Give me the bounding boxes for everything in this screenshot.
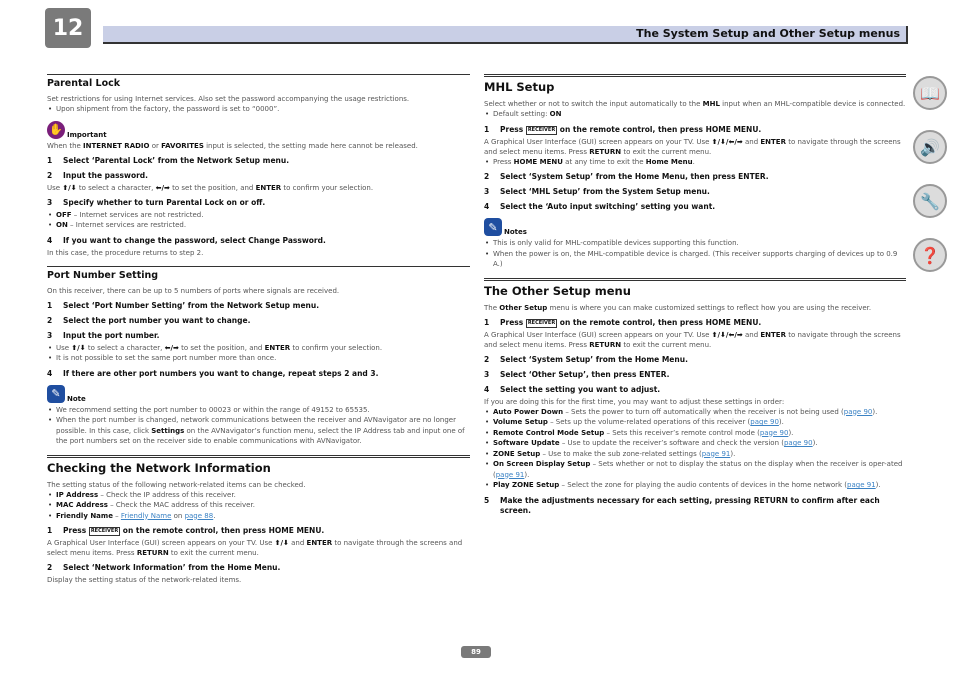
paragraph: On this receiver, there can be up to 5 numbers of ports where signals are received. (47, 286, 340, 295)
bullet-list (47, 210, 470, 231)
step: 3 Select ‘MHL Setup’ from the System Setup menu. (484, 187, 710, 196)
tools-icon[interactable]: 🔧 (913, 184, 947, 218)
step: 2 Select ‘Network Information’ from the Home Menu. (47, 563, 281, 572)
list-item: • ZONE Setup – Use to make the sub zone-related settings (page 91). (484, 449, 906, 460)
port-number-section (47, 266, 470, 447)
paragraph: If you are doing this for the first time, you may want to adjust these settings in order: (484, 397, 785, 406)
book-icon[interactable]: 📖 (913, 76, 947, 110)
list-item: • When the power is on, the MHL-compatible device is charged. (This receiver supports charging of devices up to 0.9 A.) (484, 249, 906, 270)
parental-lock-section (47, 74, 470, 258)
receiver-key: RECEIVER (527, 319, 556, 326)
page-link[interactable]: page 90 (783, 439, 813, 447)
list-item: • Play ZONE Setup – Select the zone for playing the audio contents of devices in the home network (page 91). (484, 480, 906, 491)
bullet-list (47, 343, 470, 364)
friendly-name-link[interactable]: Friendly Name (120, 511, 172, 520)
section-title: Port Number Setting (47, 269, 159, 281)
list-item: • Upon shipment from the factory, the password is set to “0000”. (47, 104, 470, 115)
paragraph: Use ⬆/⬇ to select a character, ⬅/➡ to set the position, and ENTER to confirm your selection. (47, 183, 374, 192)
mhl-setup-section (484, 74, 906, 270)
bullet-list (484, 407, 906, 491)
paragraph: The setting status of the following network-related items can be checked. (47, 480, 306, 489)
step: 1 Select ‘Parental Lock’ from the Network Setup menu. (47, 155, 290, 165)
bullet-list (484, 109, 906, 120)
page-link[interactable]: page 91 (701, 449, 731, 458)
list-item: • We recommend setting the port number to 00023 or within the range of 49152 to 65535. (47, 405, 470, 416)
notes-header (484, 218, 906, 236)
list-item: • Software Update – Use to update the receiver’s software and check the version (page 90). (484, 438, 906, 449)
paragraph: Set restrictions for using Internet services. Also set the password accompanying the usage restrictions. (47, 95, 410, 103)
step: 5 Make the adjustments necessary for each setting, pressing RETURN to confirm after each screen. (484, 495, 880, 515)
list-item: • Press HOME MENU at any time to exit the Home Menu. (484, 157, 906, 168)
network-info-section (47, 455, 470, 586)
list-item: • Volume Setup – Sets up the volume-related operations of this receiver (page 90). (484, 417, 906, 428)
list-item: • IP Address – Check the IP address of this receiver. (47, 490, 470, 501)
important-icon: ✋ (47, 121, 65, 139)
step: 2 Select the port number you want to change. (47, 315, 251, 325)
list-item: • Remote Control Mode Setup – Sets this receiver’s remote control mode (page 90). (484, 428, 906, 439)
list-item: • Use ⬆/⬇ to select a character, ⬅/➡ to set the position, and ENTER to confirm your selection. (47, 343, 470, 354)
list-item: • OFF – Internet services are not restricted. (47, 210, 470, 221)
note-header (47, 385, 470, 403)
list-item: • Default setting: ON (484, 109, 906, 120)
section-title: Checking the Network Information (47, 460, 271, 475)
important-label: Important (67, 130, 107, 139)
step: 2 Input the password. (47, 170, 149, 180)
list-item: • MAC Address – Check the MAC address of this receiver. (47, 500, 470, 511)
bullet-list (484, 157, 906, 168)
paragraph: A Graphical User Interface (GUI) screen appears on your TV. Use ⬆/⬇/⬅/➡ and ENTER to navigate through the screens and select menu items. Press RETURN to exit the current menu. (484, 137, 901, 156)
right-column (484, 74, 906, 524)
section-title: MHL Setup (484, 80, 555, 94)
step: 2 Select ‘System Setup’ from the Home Menu. (484, 354, 688, 364)
paragraph: Select whether or not to switch the input automatically to the MHL input when an MHL-compatible device is connected. (484, 100, 906, 108)
help-icon[interactable]: ❓ (913, 238, 947, 272)
speaker-remote-icon[interactable]: 🔊 (913, 130, 947, 164)
list-item: • It is not possible to set the same port number more than once. (47, 353, 470, 364)
paragraph: A Graphical User Interface (GUI) screen appears on your TV. Use ⬆/⬇ and ENTER to navigate through the screens and select menu items. Press RETURN to exit the current menu. (47, 539, 463, 557)
bullet-list (47, 490, 470, 522)
chapter-number: 12 (45, 8, 91, 48)
important-header (47, 121, 470, 139)
step: 1 Select ‘Port Number Setting’ from the Network Setup menu. (47, 300, 320, 310)
list-item: • When the port number is changed, network communications between the receiver and AVNavigator are no longer possible. In this case, click Settings on the AVNavigator’s function menu, select the IP Address tab and input one of the port numbers set on the receiver side to enable communications with AVNavigator. (47, 415, 470, 447)
bullet-list (47, 104, 470, 115)
paragraph: Display the setting status of the network-related items. (47, 576, 242, 584)
list-item: • Friendly Name – Friendly Name on page 88. (47, 511, 470, 522)
step: 4 If you want to change the password, select Change Password. (47, 235, 326, 245)
list-item: • On Screen Display Setup – Sets whether or not to display the status on the display when the receiver is oper-ated (page 91). (484, 459, 906, 480)
receiver-key: RECEIVER (90, 528, 119, 534)
step: 3 Input the port number. (47, 330, 160, 340)
step: 2 Select ‘System Setup’ from the Home Menu, then press ENTER. (484, 172, 769, 181)
page-link[interactable]: page 91 (847, 481, 876, 489)
note-icon: ✎ (484, 218, 502, 236)
list-item: • Auto Power Down – Sets the power to turn off automatically when the receiver is not being used (page 90). (484, 407, 906, 418)
header-bar (103, 26, 908, 44)
paragraph: In this case, the procedure returns to step 2. (47, 248, 204, 257)
note-label: Note (67, 394, 86, 403)
page-link[interactable]: page 90 (843, 407, 873, 416)
page-link[interactable]: page 88 (184, 511, 214, 520)
step: 1 Press RECEIVER on the remote control, then press HOME MENU. (47, 526, 325, 535)
paragraph: The Other Setup menu is where you can make customized settings to reflect how you are using the receiver. (484, 303, 872, 312)
header-title: The System Setup and Other Setup menus (636, 27, 900, 40)
page-link[interactable]: page 90 (759, 428, 789, 437)
bullet-list (47, 405, 470, 447)
list-item: • This is only valid for MHL-compatible devices supporting this function. (484, 238, 906, 249)
bullet-list (484, 238, 906, 270)
paragraph: When the INTERNET RADIO or FAVORITES input is selected, the setting made here cannot be released. (47, 141, 418, 150)
page-number: 89 (461, 646, 491, 658)
step: 3 Specify whether to turn Parental Lock on or off. (47, 197, 266, 207)
page-link[interactable]: page 91 (495, 470, 525, 479)
step: 4 If there are other port numbers you want to change, repeat steps 2 and 3. (47, 368, 379, 378)
list-item: • ON – Internet services are restricted. (47, 220, 470, 231)
section-title: Parental Lock (47, 78, 121, 89)
notes-label: Notes (504, 228, 527, 236)
step: 1 Press RECEIVER on the remote control, then press HOME MENU. (484, 124, 762, 134)
step: 3 Select ‘Other Setup’, then press ENTER. (484, 369, 670, 379)
step: 4 Select the setting you want to adjust. (484, 384, 661, 394)
step: 1 Press RECEIVER on the remote control, then press HOME MENU. (484, 317, 762, 327)
left-column (47, 74, 470, 593)
section-title: The Other Setup menu (484, 283, 631, 298)
step: 4 Select the ‘Auto input switching’ setting you want. (484, 202, 716, 211)
page-link[interactable]: page 90 (750, 418, 779, 426)
receiver-key: RECEIVER (527, 126, 556, 133)
other-setup-section (484, 278, 906, 516)
paragraph: A Graphical User Interface (GUI) screen appears on your TV. Use ⬆/⬇/⬅/➡ and ENTER to navigate through the screens and select menu items. Press RETURN to exit the current menu. (484, 330, 901, 349)
note-icon: ✎ (47, 385, 65, 403)
